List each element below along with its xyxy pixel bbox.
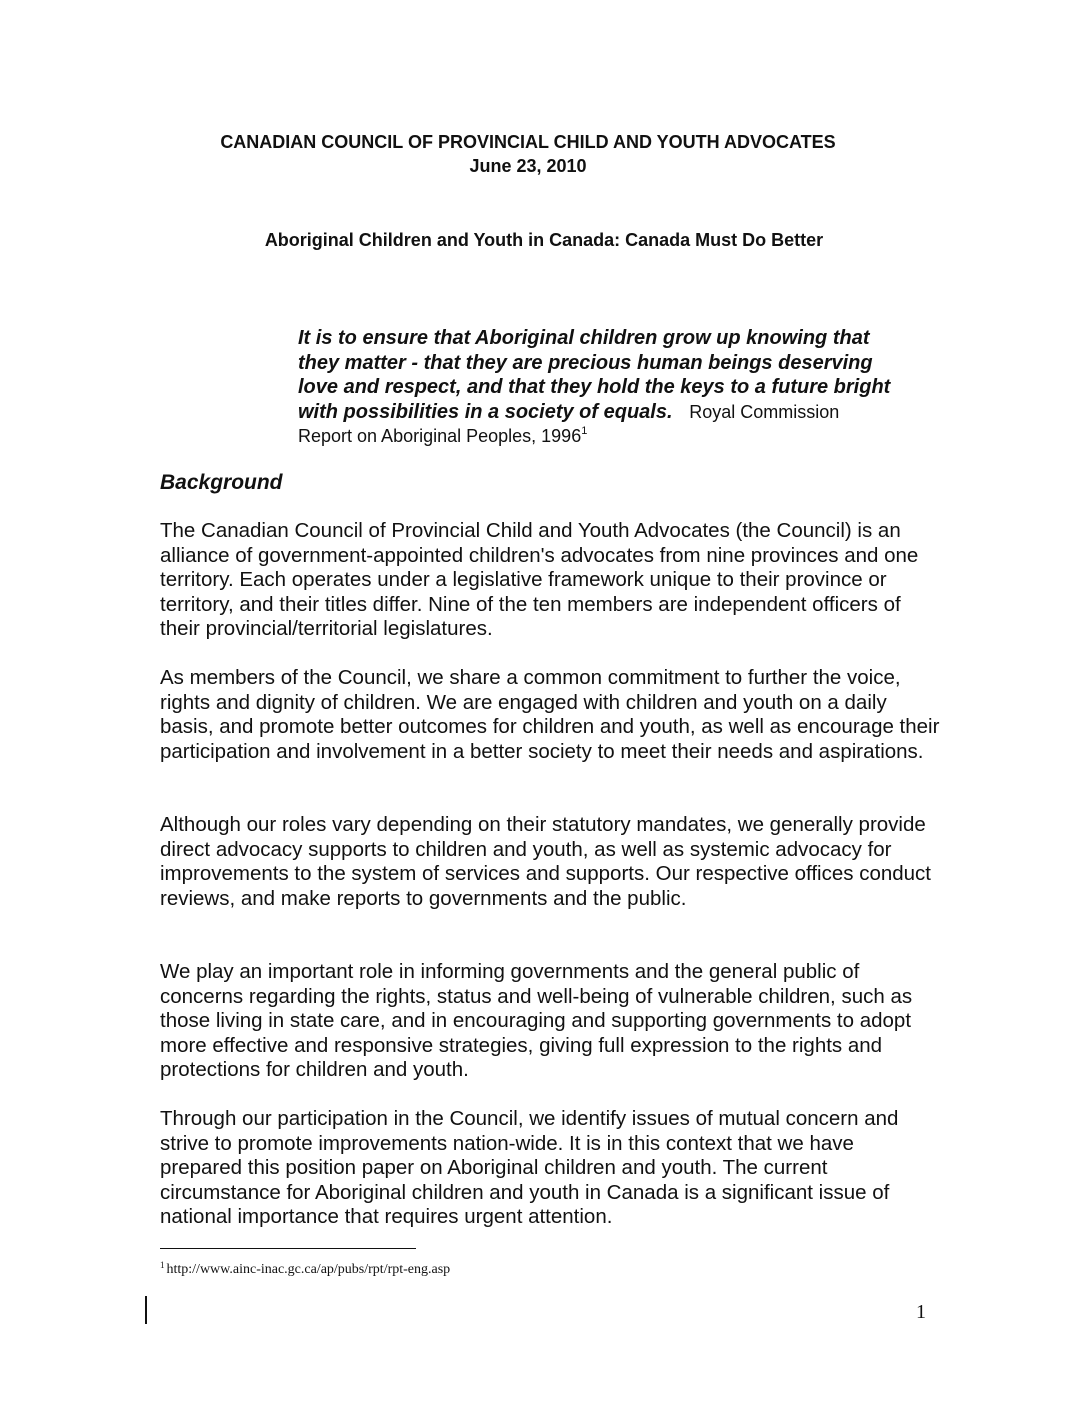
- epigraph: [298, 326, 898, 449]
- organization-heading: CANADIAN COUNCIL OF PROVINCIAL CHILD AND YOUTH ADVOCATES: [220, 132, 836, 152]
- document-date: June 23, 2010: [469, 156, 587, 176]
- footnote-link[interactable]: http://www.ainc-inac.gc.ca/ap/pubs/rpt/rpt-eng.asp: [166, 1262, 451, 1277]
- body-paragraph: Although our roles vary depending on their statutory mandates, we generally provide direct advocacy supports to children and youth, as well as systemic advocacy for improvements to the system of services and supports. Our respective offices conduct reviews, and make reports to governments and the public.: [160, 813, 931, 910]
- body-paragraph: Through our participation in the Council, we identify issues of mutual concern and strive to promote improvements nation-wide. It is in this context that we have prepared this position paper on Aboriginal children and youth. The current circumstance for Aboriginal children and youth in Canada is a significant issue of national importance that requires urgent attention.: [160, 1107, 899, 1228]
- section-heading: Background: [160, 471, 283, 494]
- footnote-marker: 1: [160, 1260, 165, 1270]
- epigraph-quote: It is to ensure that Aboriginal children grow up knowing that they matter - that they are precious human beings deserving love and respect, and that they hold the keys to a future bright with possibilities in a society of equals.: [298, 327, 891, 423]
- body-paragraph: The Canadian Council of Provincial Child and Youth Advocates (the Council) is an alliance of government-appointed children's advocates from nine provinces and one territory. Each operates under a legislative framework unique to their province or territory, and their titles differ. Nine of the ten members are independent officers of their provincial/territorial legislatures.: [160, 519, 919, 640]
- body-paragraph: As members of the Council, we share a common commitment to further the voice, rights and dignity of children. We are engaged with children and youth on a daily basis, and promote better outcomes for children and youth, as well as encourage their participation and involvement in a better society to meet their needs and aspirations.: [160, 666, 940, 763]
- footnote: [160, 1261, 450, 1279]
- body-paragraph: We play an important role in informing governments and the general public of concerns regarding the rights, status and well-being of vulnerable children, such as those living in state care, and in encouraging and supporting governments to adopt more effective and responsive strategies, giving full expression to the rights and protections for children and youth.: [160, 960, 913, 1081]
- footnote-divider: [160, 1248, 416, 1249]
- page-number: 1: [916, 1301, 926, 1323]
- epigraph-attribution: Royal Commission Report on Aboriginal Peoples, 1996: [298, 401, 840, 446]
- footnote-reference: 1: [581, 425, 588, 437]
- document-title: Aboriginal Children and Youth in Canada: Canada Must Do Better: [264, 230, 824, 250]
- revision-bar: [145, 1296, 147, 1324]
